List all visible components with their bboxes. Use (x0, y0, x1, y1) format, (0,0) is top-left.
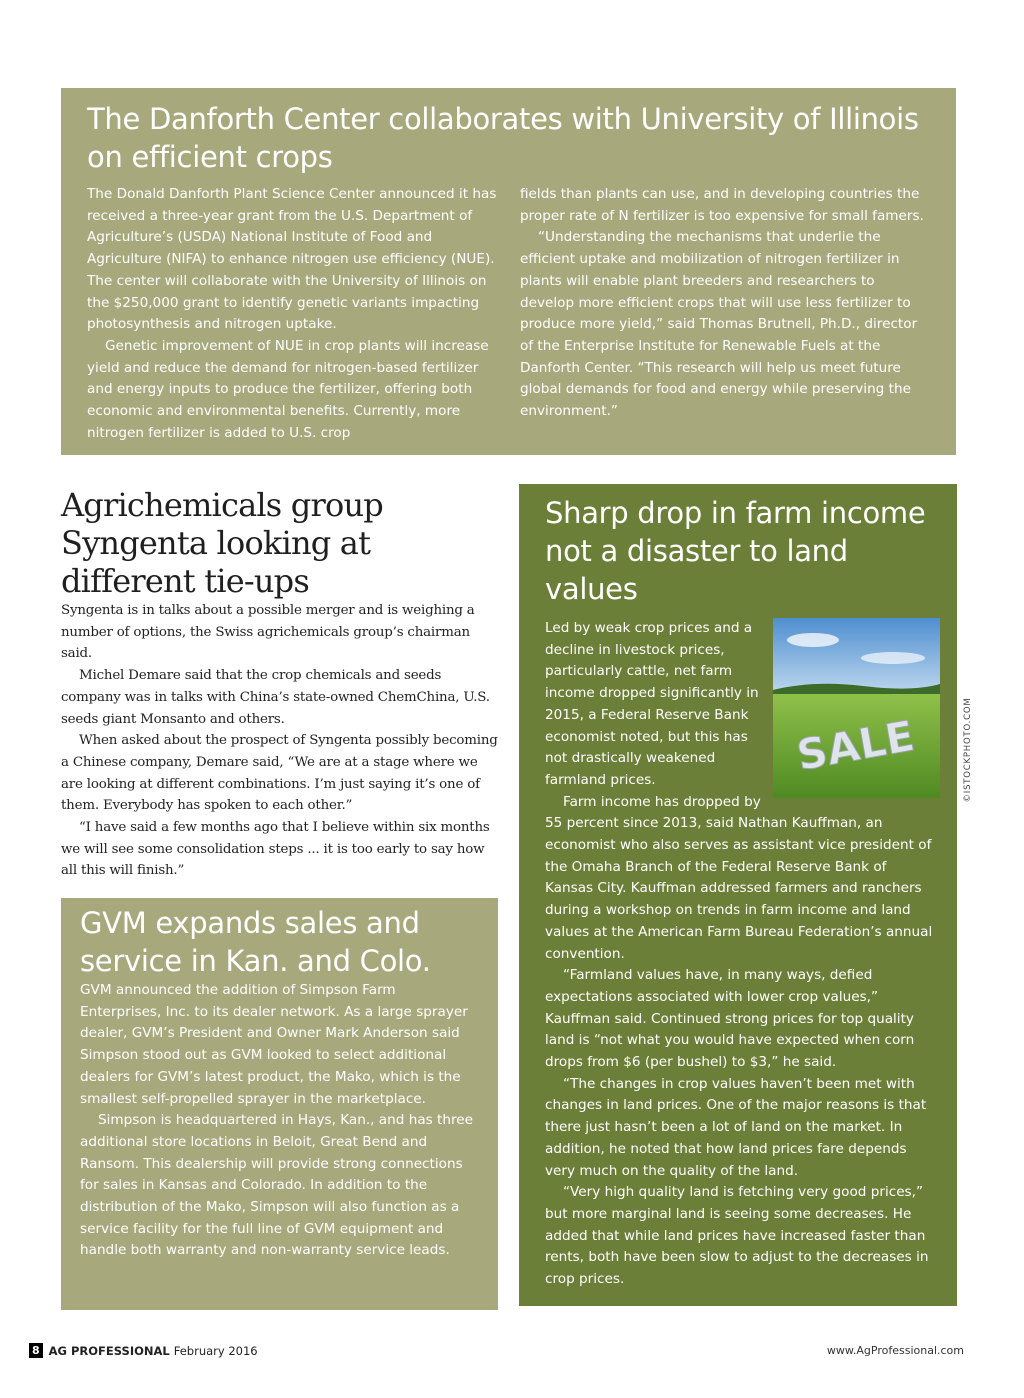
farm-income-paragraph: “Very high quality land is fetching very good prices,” but more marginal land is seeing some decreases. He added that while land prices have increased faster than rents, both have been slow to adjust to the decreases in crop prices. (545, 1184, 929, 1288)
farm-income-paragraph: “The changes in crop values haven’t been met with changes in land prices. One of the major reasons is that there just hasn’t been a lot of land on the market. In addition, he noted that how land prices fare depends very much on the quality of the land. (545, 1075, 927, 1179)
danforth-column-2 (520, 184, 930, 444)
cloud (787, 633, 839, 647)
danforth-paragraph: fields than plants can use, and in developing countries the proper rate of N fertilizer is too expensive for small famers. (520, 186, 924, 224)
footer-url[interactable]: www.AgProfessional.com (826, 1344, 964, 1357)
gvm-article (61, 898, 498, 1310)
publication-name: AG PROFESSIONAL (48, 1343, 170, 1358)
syngenta-body (61, 600, 501, 882)
syngenta-paragraph: “I have said a few months ago that I believe within six months we will see some consolidation steps ... it is too early to say how all this will finish.” (61, 820, 490, 879)
danforth-article (61, 88, 956, 455)
danforth-headline: The Danforth Center collaborates with University of Illinois on efficient crops (87, 102, 919, 174)
farm-income-paragraph: “Farmland values have, in many ways, defied expectations associated with lower crop values,” Kauffman said. Continued strong prices for top quality land is “not what you would have expected when corn drops from $6 (per bushel) to $3,” he said. (545, 967, 915, 1071)
gvm-paragraph: GVM announced the addition of Simpson Farm Enterprises, Inc. to its dealer network. As a large sprayer dealer, GVM’s President and Owner Mark Anderson said Simpson stood out as GVM looked to select additional dealers for GVM’s latest product, the Mako, which is the smallest self-propelled sprayer in the marketplace. (80, 982, 468, 1107)
sale-field-photo (773, 618, 940, 798)
cloud (861, 652, 925, 664)
sale-sign-text: SALE (793, 711, 919, 780)
photo-credit (958, 690, 978, 810)
danforth-column-1 (87, 184, 497, 444)
farm-income-paragraph: Led by weak crop prices and a decline in livestock prices, particularly cattle, net farm income dropped significantly in 2015, a Federal Reserve Bank economist noted, but this has not drastically weakened farmland prices. (545, 620, 759, 788)
syngenta-paragraph: Syngenta is in talks about a possible merger and is weighing a number of options, the Swiss agrichemicals group’s chairman said. (61, 603, 475, 662)
gvm-paragraph: Simpson is headquartered in Hays, Kan., and has three additional store locations in Beloit, Great Bend and Ransom. This dealership will provide strong connections for sales in Kansas and Colorado. In addition to the distribution of the Mako, Simpson will also function as a service facility for the full line of GVM equipment and handle both warranty and non-warranty service leads. (80, 1112, 474, 1259)
danforth-columns (87, 184, 930, 444)
issue-date: February 2016 (173, 1343, 258, 1358)
farm-income-body (545, 618, 937, 1291)
gvm-body (80, 980, 478, 1262)
syngenta-headline: Agrichemicals group Syngenta looking at different tie-ups (61, 486, 383, 600)
danforth-paragraph: Genetic improvement of NUE in crop plants will increase yield and reduce the demand for nitrogen-based fertilizer and energy inputs to produce the fertilizer, offering both economic and environmental benefits. Currently, more nitrogen fertilizer is added to U.S. crop (87, 337, 489, 441)
photo-credit-text: ©ISTOCKPHOTO.COM (963, 697, 973, 803)
syngenta-article (61, 486, 501, 882)
gvm-headline: GVM expands sales and service in Kan. and Colo. (80, 906, 431, 978)
farm-income-paragraph: Farm income has dropped by 55 percent since 2013, said Nathan Kauffman, an economist who also serves as assistant vice president of the Omaha Branch of the Federal Reserve Bank of Kansas City. Kauffman addressed farmers and ranchers during a workshop on trends in farm income and land values at the American Farm Bureau Federation’s annual convention. (545, 793, 933, 962)
page-footer (29, 1343, 258, 1358)
syngenta-paragraph: Michel Demare said that the crop chemicals and seeds company was in talks with China’s state-owned ChemChina, U.S. seeds giant Monsanto and others. (61, 668, 490, 727)
danforth-paragraph: The Donald Danforth Plant Science Center announced it has received a three-year grant from the U.S. Department of Agriculture’s (USDA) National Institute of Food and Agriculture (NIFA) to enhance nitrogen use efficiency (NUE). The center will collaborate with the University of Illinois on the $250,000 grant to identify genetic variants impacting photosynthesis and nitrogen uptake. (87, 186, 497, 333)
farm-income-headline: Sharp drop in farm income not a disaster to land values (545, 496, 926, 606)
page-number: 8 (29, 1343, 43, 1358)
danforth-paragraph: “Understanding the mechanisms that underlie the efficient uptake and mobilization of nitrogen fertilizer in plants will enable plant breeders and researchers to develop more efficient crops that will use less fertilizer to produce more yield,” said Thomas Brutnell, Ph.D., director of the Enterprise Institute for Renewable Fuels at the Danforth Center. “This research will help us meet future global demands for food and energy while preserving the environment.” (520, 229, 918, 420)
farm-income-article (519, 484, 957, 1306)
syngenta-paragraph: When asked about the prospect of Syngenta possibly becoming a Chinese company, Demare said, “We are at a stage where we are looking at different combinations. I’m just saying it’s one of them. Everybody has spoken to each other.” (61, 733, 498, 814)
field-image (773, 618, 940, 798)
